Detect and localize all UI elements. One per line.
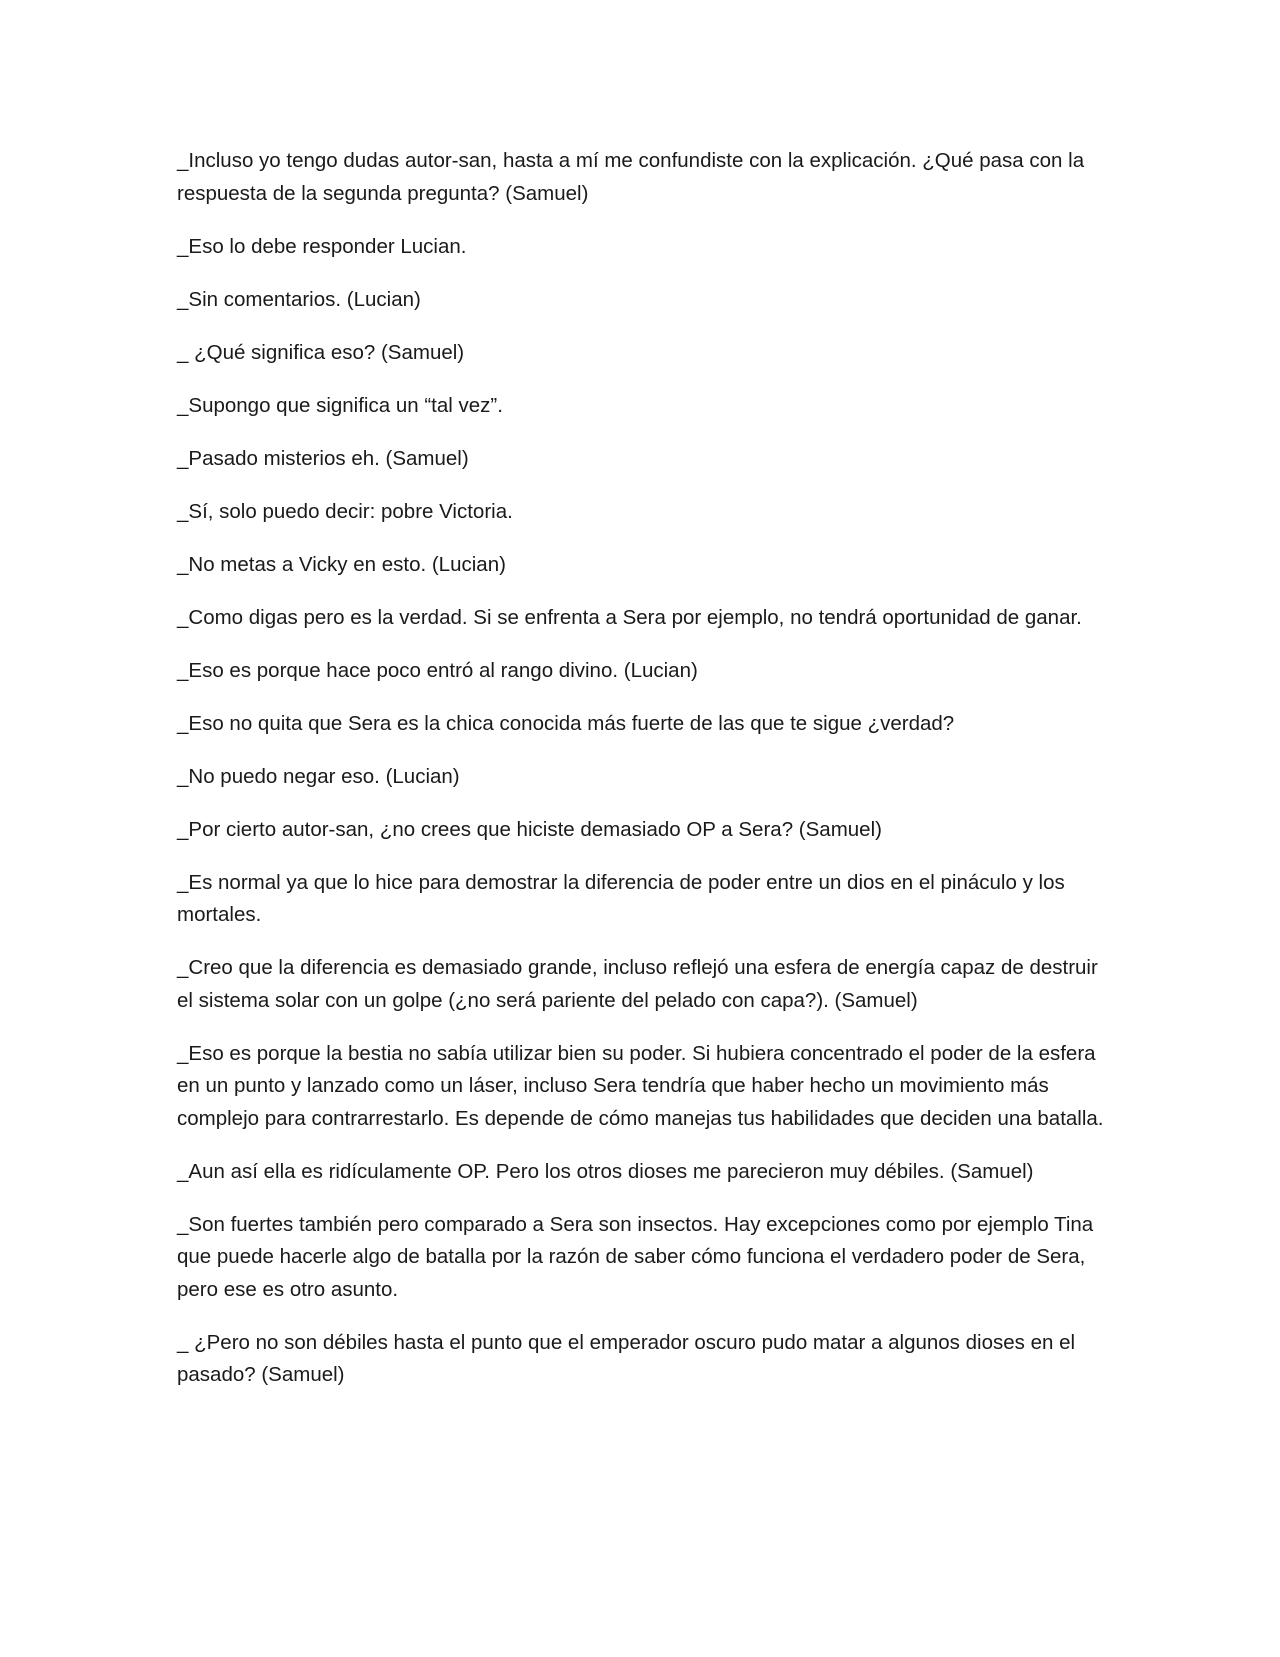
paragraph: _Eso es porque la bestia no sabía utilizar bien su poder. Si hubiera concentrado el poder de la esfera en un punto y lanzado como un láser, incluso Sera tendría que haber hecho un movimiento más complejo para contrarrestarlo. Es depende de cómo manejas tus habilidades que deciden una batalla. <box>177 1041 1104 1130</box>
paragraph: _Eso es porque hace poco entró al rango divino. (Lucian) <box>177 658 698 682</box>
paragraph: _ ¿Qué significa eso? (Samuel) <box>177 340 465 364</box>
paragraph: _Pasado misterios eh. (Samuel) <box>177 446 469 470</box>
paragraph: _Como digas pero es la verdad. Si se enfrenta a Sera por ejemplo, no tendrá oportunidad de ganar. <box>177 605 1082 629</box>
paragraph: _ ¿Pero no son débiles hasta el punto que el emperador oscuro pudo matar a algunos dioses en el pasado? (Samuel) <box>177 1330 1076 1386</box>
paragraph: _Creo que la diferencia es demasiado grande, incluso reflejó una esfera de energía capaz de destruir el sistema solar con un golpe (¿no será pariente del pelado con capa?). (Samuel) <box>177 956 1098 1012</box>
document-body <box>177 145 1117 1412</box>
paragraph: _Eso lo debe responder Lucian. <box>177 234 467 258</box>
paragraph: _Aun así ella es ridículamente OP. Pero los otros dioses me parecieron muy débiles. (Samuel) <box>177 1159 1034 1183</box>
paragraph: _Por cierto autor-san, ¿no crees que hiciste demasiado OP a Sera? (Samuel) <box>177 817 882 841</box>
paragraph: _Son fuertes también pero comparado a Sera son insectos. Hay excepciones como por ejemplo Tina que puede hacerle algo de batalla por la razón de saber cómo funciona el verdadero poder de Sera, pero ese es otro asunto. <box>177 1212 1094 1301</box>
paragraph: _No metas a Vicky en esto. (Lucian) <box>177 552 506 576</box>
paragraph: _Supongo que significa un “tal vez”. <box>177 393 503 417</box>
paragraph: _Incluso yo tengo dudas autor-san, hasta a mí me confundiste con la explicación. ¿Qué pasa con la respuesta de la segunda pregunta? (Samuel) <box>177 149 1085 205</box>
paragraph: _Sí, solo puedo decir: pobre Victoria. <box>177 499 513 523</box>
paragraph: _Es normal ya que lo hice para demostrar la diferencia de poder entre un dios en el pináculo y los mortales. <box>177 870 1065 926</box>
paragraph: _Sin comentarios. (Lucian) <box>177 287 421 311</box>
paragraph: _No puedo negar eso. (Lucian) <box>177 764 460 788</box>
paragraph: _Eso no quita que Sera es la chica conocida más fuerte de las que te sigue ¿verdad? <box>177 711 955 735</box>
